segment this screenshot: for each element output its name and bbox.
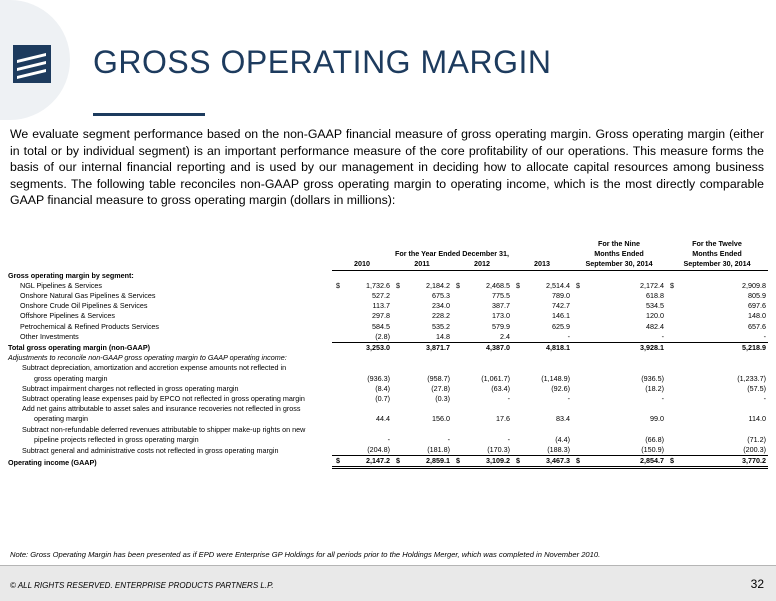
row-value-cell <box>392 281 452 291</box>
currency-symbol: $ <box>336 280 340 290</box>
row-value-cell <box>332 270 392 281</box>
row-value: 527.2 <box>372 291 390 300</box>
row-label: Subtract non-refundable deferred revenues attributable to shipper make-up rights on new <box>22 424 306 434</box>
header-row-3 <box>8 259 768 270</box>
row-value: 2,147.2 <box>366 456 390 466</box>
row-value: 3,770.2 <box>742 456 766 466</box>
row-label: Offshore Pipelines & Services <box>20 311 115 321</box>
row-value-cell <box>332 332 392 343</box>
row-value: 2,468.5 <box>486 280 510 290</box>
row-value: 742.7 <box>552 301 570 311</box>
row-value-cell <box>452 291 512 301</box>
row-value: 156.0 <box>432 414 450 424</box>
row-value-cell <box>512 332 572 343</box>
row-value-cell <box>392 353 452 363</box>
row-value-cell <box>452 332 512 343</box>
row-value: 618.8 <box>646 291 664 300</box>
row-value: (200.3) <box>743 445 766 455</box>
row-label: operating margin <box>34 414 88 424</box>
row-value-cell <box>572 445 666 456</box>
row-value-cell <box>666 270 768 281</box>
row-value-cell <box>332 374 392 384</box>
row-value-cell <box>452 353 512 363</box>
row-value: 297.8 <box>372 311 390 321</box>
row-value: (63.4) <box>491 383 510 393</box>
row-value: 120.0 <box>646 311 664 321</box>
row-value-cell <box>452 301 512 311</box>
row-value-cell <box>512 445 572 456</box>
row-value: 2,859.1 <box>426 456 450 466</box>
row-value: (204.8) <box>367 445 390 455</box>
row-value-cell <box>666 374 768 384</box>
row-value-cell <box>572 343 666 354</box>
row-value: 2,514.4 <box>546 280 570 290</box>
header-twelve-line3: September 30, 2014 <box>666 259 768 270</box>
row-label: NGL Pipelines & Services <box>20 280 103 290</box>
row-value-cell <box>572 374 666 384</box>
row-value: 789.0 <box>552 291 570 300</box>
row-value-cell <box>666 301 768 311</box>
row-value: 44.4 <box>376 414 390 424</box>
row-value: 173.0 <box>492 311 510 321</box>
row-value-cell <box>666 435 768 445</box>
table-row <box>8 301 768 311</box>
row-value: (0.7) <box>375 394 390 404</box>
row-value: (170.3) <box>487 445 510 455</box>
row-value-cell <box>452 343 512 354</box>
row-value: (8.4) <box>375 383 390 393</box>
row-value-cell <box>392 404 452 414</box>
row-value-cell <box>392 322 452 332</box>
table-row <box>8 311 768 321</box>
row-label: Onshore Crude Oil Pipelines & Services <box>20 301 148 311</box>
row-value-cell <box>392 384 452 394</box>
row-value: 657.6 <box>748 321 766 331</box>
row-value: 146.1 <box>552 311 570 321</box>
title-underline <box>93 113 205 116</box>
row-value: - <box>387 434 390 444</box>
row-value: (57.5) <box>747 383 766 393</box>
row-value: 625.9 <box>552 321 570 331</box>
row-value-cell <box>572 414 666 424</box>
currency-symbol: $ <box>456 280 460 290</box>
row-value-cell <box>332 363 392 373</box>
header-row-1 <box>8 239 768 249</box>
row-value-cell <box>452 394 512 404</box>
table-row <box>8 435 768 445</box>
header-year-2011: 2011 <box>392 259 452 270</box>
header-nine-line2: Months Ended <box>594 249 644 259</box>
row-value: 228.2 <box>432 311 450 321</box>
row-value: - <box>447 434 450 444</box>
row-label: Petrochemical & Refined Products Services <box>20 321 160 331</box>
row-value: 3,109.2 <box>486 456 510 466</box>
table-row <box>8 353 768 363</box>
row-value-cell <box>572 353 666 363</box>
intro-paragraph: We evaluate segment performance based on the non-GAAP financial measure of gross operating margin. Gross operating margin (either in total or by individual segment) is an important performance measure of the core profitability of our operations. This measure forms the basis of our internal financial reporting and is used by our management in deciding how to allocate capital resources among business segments. The following table reconciles non-GAAP gross operating margin to operating income, which is the most directly comparable GAAP financial measure to gross operating margin (dollars in millions): <box>10 127 764 208</box>
row-label: Subtract depreciation, amortization and accretion expense amounts not reflected in <box>22 363 287 373</box>
currency-symbol: $ <box>670 280 674 290</box>
row-value: (1,148.9) <box>541 373 570 383</box>
header-nine-line1: For the Nine <box>598 239 640 248</box>
row-value: 3,871.7 <box>426 343 450 353</box>
row-value: 3,467.3 <box>546 456 570 466</box>
row-value: 535.2 <box>432 321 450 331</box>
row-value-cell <box>666 456 768 468</box>
row-value-cell <box>666 414 768 424</box>
header-year-group: For the Year Ended December 31, <box>394 249 510 259</box>
row-label: Subtract impairment charges not reflected in gross operating margin <box>22 383 239 393</box>
row-value-cell <box>332 384 392 394</box>
page-title: GROSS OPERATING MARGIN <box>93 44 552 80</box>
row-value: 5,218.9 <box>742 343 766 353</box>
row-value-cell <box>666 445 768 456</box>
currency-symbol: $ <box>576 280 580 290</box>
row-value: 2,909.8 <box>742 280 766 290</box>
row-value-cell <box>512 343 572 354</box>
footnote: Note: Gross Operating Margin has been presented as if EPD were Enterprise GP Holdings for all periods prior to the Holdings Merger, which was completed in November 2010. <box>10 550 601 559</box>
row-value-cell <box>572 311 666 321</box>
currency-symbol: $ <box>516 456 520 466</box>
row-value-cell <box>392 363 452 373</box>
row-value-cell <box>392 414 452 424</box>
table-row <box>8 281 768 291</box>
row-value-cell <box>572 456 666 468</box>
row-value-cell <box>332 435 392 445</box>
row-value-cell <box>572 291 666 301</box>
row-value-cell <box>666 311 768 321</box>
table-row <box>8 456 768 468</box>
row-value-cell <box>666 343 768 354</box>
row-value: 675.3 <box>432 291 450 300</box>
row-value-cell <box>332 353 392 363</box>
row-value: 99.0 <box>650 414 664 424</box>
row-value: 579.9 <box>492 321 510 331</box>
row-value-cell <box>512 425 572 435</box>
currency-symbol: $ <box>576 456 580 466</box>
row-value-cell <box>332 425 392 435</box>
row-value-cell <box>572 404 666 414</box>
row-value: (66.8) <box>645 434 664 444</box>
row-value: (181.8) <box>427 445 450 455</box>
row-value: (2.8) <box>375 331 390 341</box>
header-year-2012: 2012 <box>452 259 512 270</box>
row-value: 14.8 <box>436 331 450 341</box>
row-value: 534.5 <box>646 301 664 311</box>
row-value-cell <box>332 414 392 424</box>
row-label: Add net gains attributable to asset sales and insurance recoveries not reflected in gross <box>22 404 301 414</box>
row-value: (0.3) <box>435 394 450 404</box>
row-value-cell <box>512 311 572 321</box>
row-value-cell <box>666 384 768 394</box>
enterprise-logo-icon <box>13 45 51 83</box>
row-value-cell <box>332 301 392 311</box>
row-label: Operating income (GAAP) <box>8 457 97 467</box>
row-value-cell <box>392 301 452 311</box>
reconciliation-table <box>8 239 768 469</box>
row-label: Other Investments <box>20 332 79 342</box>
header-twelve-line1: For the Twelve <box>692 239 742 248</box>
table-row <box>8 374 768 384</box>
row-value-cell <box>332 456 392 468</box>
row-label: Adjustments to reconcile non-GAAP gross operating margin to GAAP operating income: <box>8 353 287 363</box>
row-value-cell <box>512 301 572 311</box>
row-value-cell <box>666 291 768 301</box>
row-value: 584.5 <box>372 321 390 331</box>
row-value-cell <box>452 404 512 414</box>
row-value: 2.4 <box>500 331 510 341</box>
row-value-cell <box>332 322 392 332</box>
row-value-cell <box>572 384 666 394</box>
row-label: Gross operating margin by segment: <box>8 270 134 280</box>
row-value-cell <box>512 363 572 373</box>
row-label: Total gross operating margin (non-GAAP) <box>8 343 151 353</box>
row-value-cell <box>452 322 512 332</box>
header-year-2013: 2013 <box>512 259 572 270</box>
row-value-cell <box>512 456 572 468</box>
row-value: - <box>507 394 510 404</box>
row-value-cell <box>392 270 452 281</box>
table-row <box>8 384 768 394</box>
row-value-cell <box>452 374 512 384</box>
page-number: 32 <box>750 577 764 591</box>
header-row-2 <box>8 249 768 259</box>
table-row <box>8 363 768 373</box>
row-value-cell <box>332 311 392 321</box>
row-value: 114.0 <box>748 414 766 424</box>
table-row <box>8 322 768 332</box>
row-value-cell <box>666 332 768 343</box>
row-value: (27.8) <box>431 383 450 393</box>
header-year-2010: 2010 <box>332 259 392 270</box>
row-value-cell <box>512 353 572 363</box>
row-value-cell <box>392 291 452 301</box>
row-value-cell <box>666 425 768 435</box>
row-value: - <box>507 434 510 444</box>
row-value: (71.2) <box>747 434 766 444</box>
row-value: - <box>567 331 570 341</box>
currency-symbol: $ <box>456 456 460 466</box>
row-value: 83.4 <box>556 414 570 424</box>
header-nine-line3: September 30, 2014 <box>572 259 666 270</box>
row-value-cell <box>512 384 572 394</box>
row-value: 17.6 <box>496 414 510 424</box>
currency-symbol: $ <box>516 280 520 290</box>
row-value: - <box>661 394 664 404</box>
row-value-cell <box>452 311 512 321</box>
row-value-cell <box>572 332 666 343</box>
row-value-cell <box>666 322 768 332</box>
row-value: 113.7 <box>372 301 390 311</box>
row-value: (150.9) <box>641 445 664 455</box>
row-value-cell <box>512 270 572 281</box>
row-value-cell <box>572 270 666 281</box>
row-value-cell <box>512 281 572 291</box>
row-value: - <box>661 331 664 341</box>
row-value: 4,818.1 <box>546 343 570 353</box>
row-value-cell <box>452 456 512 468</box>
row-value-cell <box>392 445 452 456</box>
row-value-cell <box>332 404 392 414</box>
row-value-cell <box>392 332 452 343</box>
row-value: (92.6) <box>551 383 570 393</box>
row-value-cell <box>666 353 768 363</box>
currency-symbol: $ <box>396 456 400 466</box>
row-value: (958.7) <box>427 373 450 383</box>
row-value: 697.6 <box>748 301 766 311</box>
row-value-cell <box>452 445 512 456</box>
row-value-cell <box>666 281 768 291</box>
row-value-cell <box>512 414 572 424</box>
row-value-cell <box>332 394 392 404</box>
row-value: 4,387.0 <box>486 343 510 353</box>
row-value-cell <box>666 404 768 414</box>
row-value-cell <box>512 291 572 301</box>
row-value-cell <box>572 301 666 311</box>
table-row <box>8 291 768 301</box>
row-value: 387.7 <box>492 301 510 311</box>
row-value-cell <box>392 311 452 321</box>
row-value-cell <box>452 384 512 394</box>
row-value-cell <box>572 394 666 404</box>
row-value: 3,253.0 <box>366 343 390 353</box>
row-value-cell <box>572 425 666 435</box>
row-value-cell <box>392 374 452 384</box>
row-value-cell <box>572 363 666 373</box>
row-label: gross operating margin <box>34 373 108 383</box>
row-value: 3,928.1 <box>640 343 664 353</box>
row-label: Subtract general and administrative costs not reflected in gross operating margin <box>22 445 279 455</box>
row-value-cell <box>452 425 512 435</box>
row-value-cell <box>452 363 512 373</box>
row-value: 234.0 <box>432 301 450 311</box>
row-value-cell <box>512 394 572 404</box>
row-value-cell <box>572 435 666 445</box>
row-value: (936.5) <box>641 373 664 383</box>
currency-symbol: $ <box>336 456 340 466</box>
row-value-cell <box>392 394 452 404</box>
row-value: (188.3) <box>547 445 570 455</box>
row-label: Onshore Natural Gas Pipelines & Services <box>20 291 156 300</box>
row-value-cell <box>512 435 572 445</box>
footer-bar <box>0 565 776 601</box>
header-twelve-line2: Months Ended <box>692 249 742 259</box>
row-value-cell <box>332 291 392 301</box>
row-value: (18.2) <box>645 383 664 393</box>
row-value-cell <box>332 281 392 291</box>
row-value: - <box>763 331 766 341</box>
row-value-cell <box>392 456 452 468</box>
row-value: - <box>567 394 570 404</box>
table-body <box>8 270 768 468</box>
row-value: 775.5 <box>492 291 510 300</box>
row-value: 482.4 <box>646 321 664 331</box>
row-label: Subtract operating lease expenses paid by EPCO not reflected in gross operating margin <box>22 394 305 404</box>
row-value: 805.9 <box>748 291 766 300</box>
table-row <box>8 425 768 435</box>
table-row <box>8 394 768 404</box>
table-row <box>8 332 768 343</box>
table-row <box>8 343 768 354</box>
copyright-text: © ALL RIGHTS RESERVED. ENTERPRISE PRODUCTS PARTNERS L.P. <box>10 581 274 590</box>
currency-symbol: $ <box>670 456 674 466</box>
row-value-cell <box>666 363 768 373</box>
row-value: 148.0 <box>748 311 766 321</box>
row-value-cell <box>512 374 572 384</box>
row-value: (1,061.7) <box>481 373 510 383</box>
row-value-cell <box>392 435 452 445</box>
row-value: 2,184.2 <box>426 280 450 290</box>
row-value-cell <box>392 425 452 435</box>
row-value: 1,732.6 <box>366 280 390 290</box>
row-value-cell <box>512 322 572 332</box>
row-value-cell <box>452 435 512 445</box>
row-value-cell <box>332 445 392 456</box>
row-value: (1,233.7) <box>737 373 766 383</box>
row-value-cell <box>452 270 512 281</box>
row-value-cell <box>512 404 572 414</box>
row-value: 2,854.7 <box>640 456 664 466</box>
row-value-cell <box>452 281 512 291</box>
row-value: - <box>763 394 766 404</box>
row-value-cell <box>572 281 666 291</box>
row-value: 2,172.4 <box>640 280 664 290</box>
table-row <box>8 404 768 414</box>
row-label: pipeline projects reflected in gross operating margin <box>34 434 199 444</box>
row-value-cell <box>452 414 512 424</box>
table-row <box>8 445 768 456</box>
row-value-cell <box>332 343 392 354</box>
row-value-cell <box>392 343 452 354</box>
row-value-cell <box>572 322 666 332</box>
row-value: (4.4) <box>555 434 570 444</box>
table-row <box>8 270 768 281</box>
currency-symbol: $ <box>396 280 400 290</box>
table-row <box>8 414 768 424</box>
row-value-cell <box>666 394 768 404</box>
row-value: (936.3) <box>367 373 390 383</box>
